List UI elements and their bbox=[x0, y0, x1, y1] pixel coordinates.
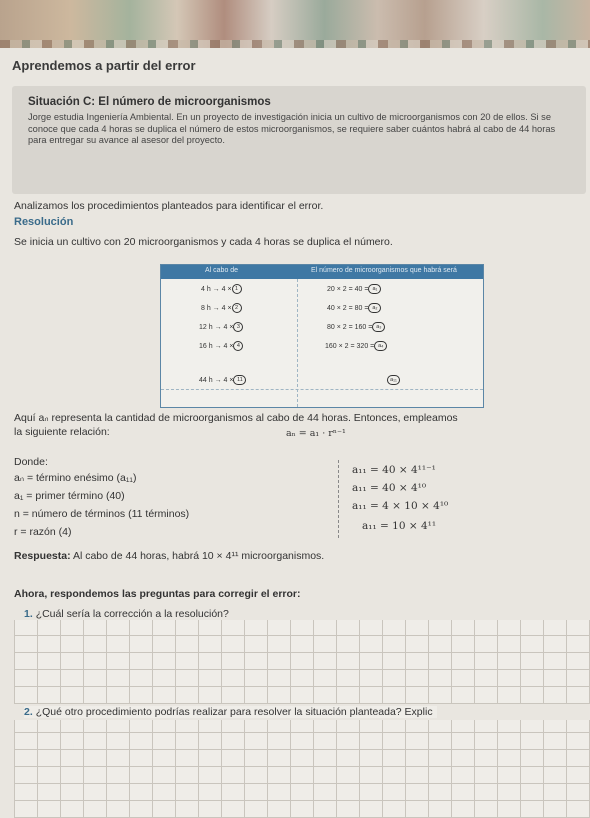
start-text: Se inicia un cultivo con 20 microorganismos y cada 4 horas se duplica el número. bbox=[14, 236, 393, 248]
page-title: Aprendemos a partir del error bbox=[12, 58, 196, 73]
intro-text: Analizamos los procedimientos planteados para identificar el error. bbox=[14, 200, 324, 212]
question-2 bbox=[24, 706, 437, 718]
table-cell: 4 h → 4 × 1 bbox=[201, 284, 242, 294]
relation-text: la siguiente relación: bbox=[14, 426, 110, 438]
circled-number: 3 bbox=[233, 322, 243, 332]
question-number: 1. bbox=[24, 608, 33, 620]
divider bbox=[338, 460, 339, 538]
circled-term: a₁₁ bbox=[387, 375, 400, 385]
circled-number: 1 bbox=[232, 284, 242, 294]
table-header bbox=[161, 265, 483, 279]
definition-item: a₁ = primer término (40) bbox=[14, 490, 125, 502]
table-header-time: Al cabo de bbox=[205, 267, 239, 274]
table-divider bbox=[297, 279, 298, 407]
where-label: Donde: bbox=[14, 456, 48, 468]
answer-text: Al cabo de 44 horas, habrá 10 × 4¹¹ microorganismos. bbox=[72, 550, 325, 562]
circled-term: a₃ bbox=[372, 322, 385, 332]
table-cell: 40 × 2 = 80 = a₂ bbox=[327, 303, 381, 313]
question-1 bbox=[24, 608, 229, 620]
resolution-heading: Resolución bbox=[14, 216, 74, 228]
answer-line bbox=[14, 550, 324, 562]
calculation-step: a₁₁ = 10 × 4¹¹ bbox=[362, 520, 437, 532]
relation-text: Aquí aₙ representa la cantidad de microorganismos al cabo de 44 horas. Entonces, empleamos bbox=[14, 412, 458, 424]
situation-title: Situación C: El número de microorganismos bbox=[28, 96, 271, 108]
table-cell: 20 × 2 = 40 = a₁ bbox=[327, 284, 381, 294]
table-cell bbox=[387, 375, 400, 385]
question-text: ¿Qué otro procedimiento podrías realizar para resolver la situación planteada? Explic bbox=[35, 706, 433, 718]
answer-grid-2[interactable] bbox=[14, 720, 590, 818]
circled-number: 11 bbox=[233, 375, 246, 385]
relation-formula: aₙ = a₁ · rⁿ⁻¹ bbox=[286, 428, 346, 439]
answer-grid-1[interactable] bbox=[14, 620, 590, 704]
calculation-step: a₁₁ = 40 × 4¹¹⁻¹ bbox=[352, 464, 436, 476]
definition-item: aₙ = término enésimo (a₁₁) bbox=[14, 472, 137, 484]
table-cell: 44 h → 4 × 11 bbox=[199, 375, 246, 385]
definition-item: r = razón (4) bbox=[14, 526, 72, 538]
table-cell: 160 × 2 = 320 = a₄ bbox=[325, 341, 387, 351]
calculation-step: a₁₁ = 4 × 10 × 4¹⁰ bbox=[352, 500, 449, 512]
data-table bbox=[160, 264, 484, 408]
table-cell: 8 h → 4 × 2 bbox=[201, 303, 242, 313]
circled-number: 4 bbox=[233, 341, 243, 351]
table-cell: 12 h → 4 × 3 bbox=[199, 322, 243, 332]
table-cell: 80 × 2 = 160 = a₃ bbox=[327, 322, 385, 332]
table-cell: 16 h → 4 × 4 bbox=[199, 341, 243, 351]
table-divider bbox=[161, 389, 483, 390]
circled-term: a₄ bbox=[374, 341, 387, 351]
question-text: ¿Cuál sería la corrección a la resolución? bbox=[35, 608, 229, 620]
calculation-step: a₁₁ = 40 × 4¹⁰ bbox=[352, 482, 427, 494]
situation-text: Jorge estudia Ingeniería Ambiental. En un proyecto de investigación inicia un cultivo de microorganismos con 20 de ellos. Si se conoce que cada 4 horas se duplica el número de estos microorganismos, se requiere saber cuántos habrá al cabo de 44 horas para entregar su avance al asesor del proyecto. bbox=[28, 112, 556, 145]
question-number: 2. bbox=[24, 706, 33, 718]
circled-term: a₁ bbox=[368, 284, 381, 294]
banner-pattern bbox=[0, 40, 590, 48]
circled-number: 2 bbox=[232, 303, 242, 313]
definition-item: n = número de términos (11 términos) bbox=[14, 508, 190, 520]
questions-heading: Ahora, respondemos las preguntas para corregir el error: bbox=[14, 588, 301, 600]
circled-term: a₂ bbox=[368, 303, 381, 313]
table-header-count: El número de microorganismos que habrá será bbox=[311, 267, 457, 274]
answer-label: Respuesta: bbox=[14, 550, 71, 562]
